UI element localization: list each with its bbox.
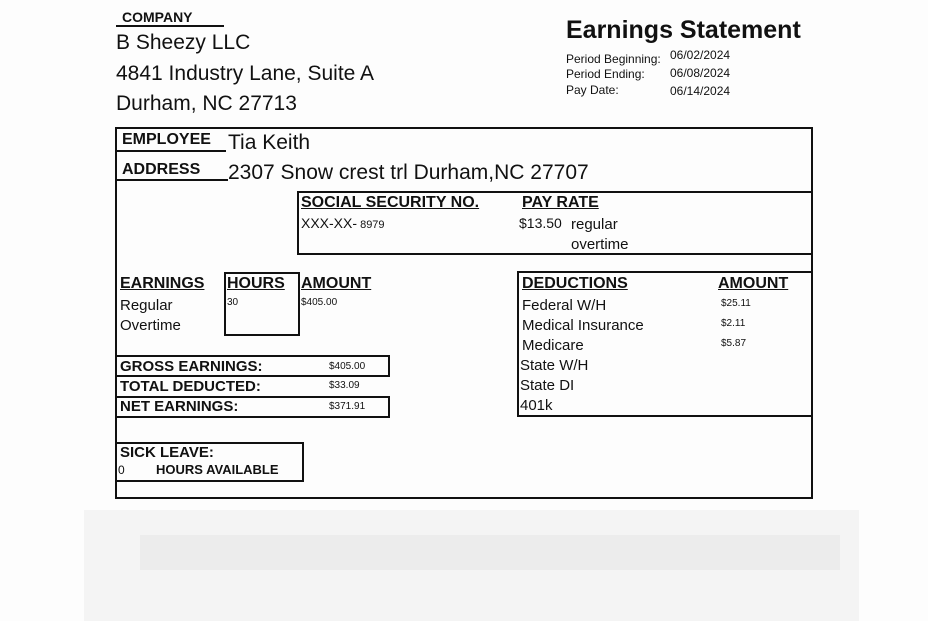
earnings-row-hours: 30 — [227, 297, 239, 308]
company-address-line1: 4841 Industry Lane, Suite A — [116, 62, 375, 85]
total-deducted-label: TOTAL DEDUCTED: — [120, 378, 261, 395]
hours-header: HOURS — [227, 275, 285, 292]
deductions-amount-header: AMOUNT — [718, 275, 789, 292]
address-label: ADDRESS — [122, 161, 201, 178]
deduction-row-label: 401k — [520, 397, 553, 414]
deduction-row-label: State W/H — [520, 357, 589, 374]
earnings-header: EARNINGS — [120, 275, 205, 292]
address-label-rule — [116, 179, 228, 181]
pay-rate-overtime: overtime — [571, 236, 629, 253]
deduction-row-label: Medical Insurance — [522, 317, 644, 334]
ssn-prefix: XXX-XX- — [301, 215, 358, 231]
gross-earnings-value: $405.00 — [329, 361, 366, 372]
deduction-row-amount: $2.11 — [721, 318, 746, 329]
pay-rate-amount: $13.50 — [519, 215, 562, 231]
total-deducted-value: $33.09 — [329, 380, 360, 391]
pay-rate-regular: regular — [571, 216, 618, 233]
period-ending-value: 06/08/2024 — [670, 66, 731, 80]
sick-leave-hours: 0 — [118, 463, 125, 477]
ssn-last4: 8979 — [357, 219, 385, 231]
net-earnings-label: NET EARNINGS: — [120, 398, 239, 415]
deduction-row-label: Medicare — [522, 337, 584, 354]
statement-title: Earnings Statement — [566, 16, 801, 44]
company-address-line2: Durham, NC 27713 — [116, 92, 297, 115]
faint-background-band — [140, 535, 840, 570]
employee-address: 2307 Snow crest trl Durham,NC 27707 — [228, 161, 589, 184]
ssn-value — [301, 215, 385, 231]
pay-date-label: Pay Date: — [566, 83, 619, 97]
deduction-row-amount: $25.11 — [721, 298, 751, 309]
earnings-row-amount: $405.00 — [301, 297, 338, 308]
company-label: COMPANY — [122, 9, 193, 25]
period-beginning-value: 06/02/2024 — [670, 48, 731, 62]
pay-rate-label: PAY RATE — [522, 194, 599, 211]
sick-leave-unit: HOURS AVAILABLE — [156, 462, 279, 477]
earnings-row-label: Regular — [120, 297, 173, 314]
deduction-row-label: Federal W/H — [522, 297, 607, 314]
gross-earnings-label: GROSS EARNINGS: — [120, 358, 263, 375]
period-ending-label: Period Ending: — [566, 67, 645, 81]
company-name: B Sheezy LLC — [116, 31, 251, 54]
sick-leave-label: SICK LEAVE: — [120, 444, 214, 461]
ssn-label: SOCIAL SECURITY NO. — [301, 194, 480, 211]
employee-label-rule — [116, 150, 226, 152]
pay-date-value: 06/14/2024 — [670, 84, 731, 98]
earnings-amount-header: AMOUNT — [301, 275, 372, 292]
employee-name: Tia Keith — [228, 131, 311, 154]
deduction-row-label: State DI — [520, 377, 575, 394]
deductions-header: DEDUCTIONS — [522, 275, 628, 292]
employee-label: EMPLOYEE — [122, 131, 211, 148]
period-beginning-label: Period Beginning: — [566, 52, 661, 66]
deduction-row-amount: $5.87 — [721, 338, 747, 349]
earnings-row-label: Overtime — [120, 317, 181, 334]
company-underline — [116, 25, 224, 27]
net-earnings-value: $371.91 — [329, 401, 366, 412]
